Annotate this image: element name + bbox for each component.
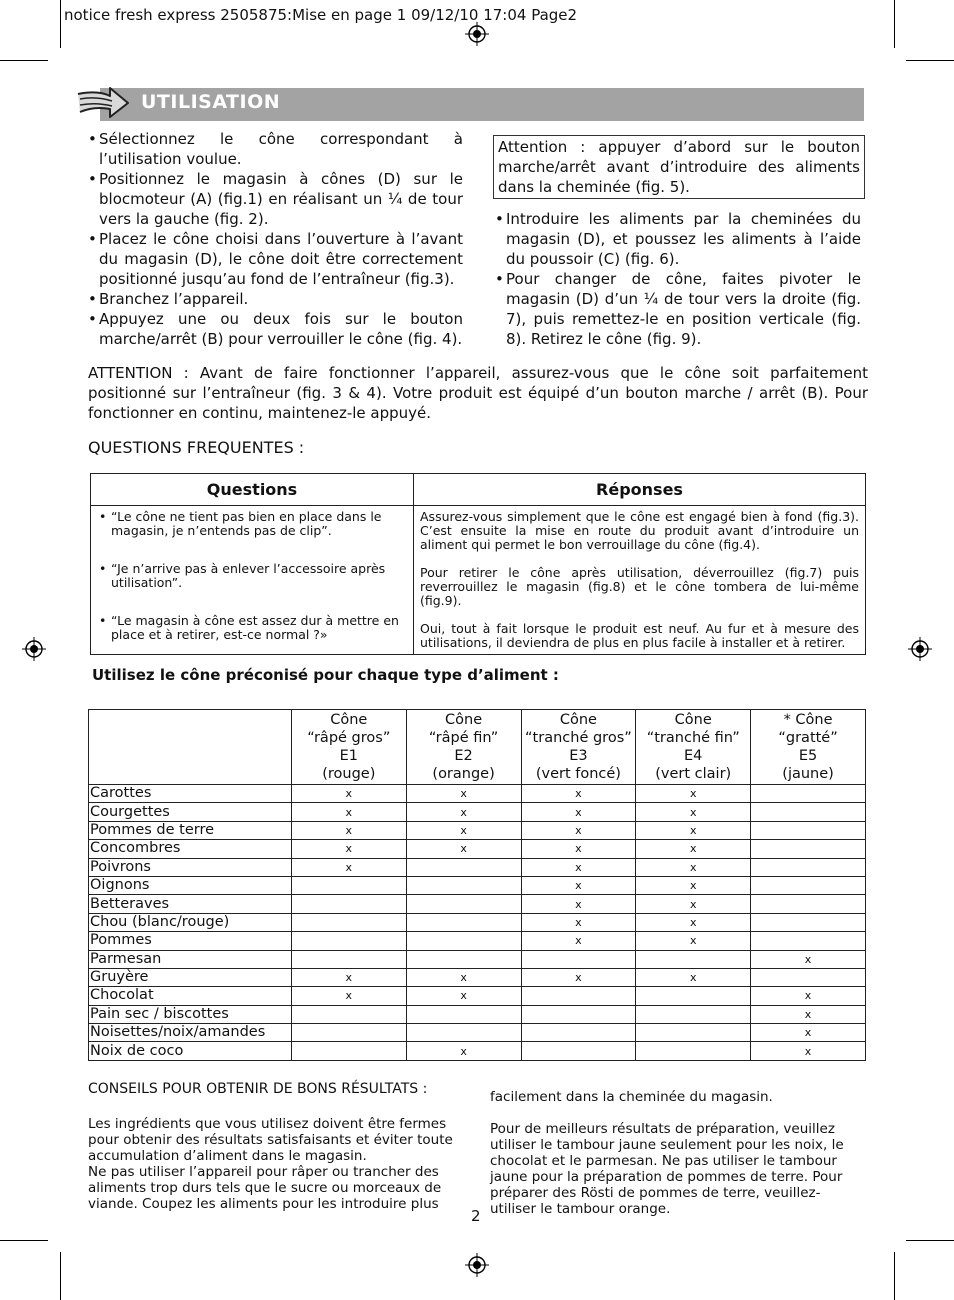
cone-mark-cell: x (521, 895, 636, 913)
cone-header-line: “râpé gros” (307, 730, 391, 746)
cone-header-line: (vert clair) (655, 766, 732, 782)
cone-mark-cell (406, 858, 521, 876)
arrow-icon (76, 84, 132, 122)
cone-header-line: “tranché fin” (646, 730, 740, 746)
cone-row (89, 821, 866, 839)
faq-answer: Oui, tout à fait lorsque le produit est neuf. Au fur et à mesure des utilisations, il deviendra de plus en plus facile à installer et à retirer. (420, 621, 859, 650)
cone-row (89, 950, 866, 968)
cone-header-line: E5 (798, 748, 818, 764)
cone-mark-cell: x (291, 858, 406, 876)
cone-mark-cell (406, 1005, 521, 1023)
conseils-paragraph: Pour de meilleurs résultats de préparation, veuillez utiliser le tambour jaune seulement pour les noix, le chocolat et le parmesan. Ne pas utiliser le tambour jaune pour la préparation de pommes de terre. Pour préparer des Rösti de pommes de terre, veuillez-utiliser le tambour orange. (490, 1121, 844, 1217)
cone-header-line: Cône (674, 712, 712, 728)
cone-mark-cell (521, 1042, 636, 1060)
food-name: Pain sec / biscottes (89, 1005, 292, 1023)
cone-header-line: “gratté” (778, 730, 838, 746)
conseils-paragraph: facilement dans la cheminée du magasin. (490, 1089, 773, 1105)
conseils-title: CONSEILS POUR OBTENIR DE BONS RÉSULTATS : (88, 1081, 428, 1097)
cone-mark-cell: x (406, 1042, 521, 1060)
food-name: Chocolat (89, 987, 292, 1005)
cone-header-line: E3 (569, 748, 588, 764)
cone-mark-cell (406, 895, 521, 913)
food-name: Noix de coco (89, 1042, 292, 1060)
cone-mark-cell: x (751, 950, 866, 968)
cone-header-line: Cône (559, 712, 597, 728)
cone-mark-cell: x (406, 840, 521, 858)
cone-mark-cell: x (521, 913, 636, 931)
registration-mark-icon (908, 637, 932, 661)
cone-mark-cell (291, 913, 406, 931)
crop-mark (60, 0, 61, 48)
cone-mark-cell: x (521, 803, 636, 821)
food-name: Poivrons (89, 858, 292, 876)
cone-mark-cell (751, 895, 866, 913)
cone-header-line: Cône (445, 712, 483, 728)
crop-mark (894, 1252, 895, 1300)
faq-table (90, 473, 866, 655)
cone-header-cell (521, 710, 636, 785)
cone-mark-cell (406, 932, 521, 950)
cone-mark-cell (406, 876, 521, 894)
cone-mark-cell: x (291, 987, 406, 1005)
cone-header-line: E2 (454, 748, 473, 764)
registration-mark-icon (22, 637, 46, 661)
cone-mark-cell: x (406, 968, 521, 986)
cone-header-line: (jaune) (782, 766, 834, 782)
food-name: Pommes de terre (89, 821, 292, 839)
cone-mark-cell (291, 1024, 406, 1042)
cone-mark-cell: x (291, 803, 406, 821)
cone-mark-cell (751, 785, 866, 803)
faq-questions-cell (91, 506, 414, 655)
cone-mark-cell: x (751, 1024, 866, 1042)
faq-header-row (91, 474, 866, 506)
cone-row (89, 968, 866, 986)
cone-mark-cell (291, 950, 406, 968)
cone-row (89, 858, 866, 876)
cone-mark-cell: x (521, 968, 636, 986)
cone-mark-cell: x (521, 858, 636, 876)
cone-header-line: * Cône (783, 712, 833, 728)
section-title: UTILISATION (141, 91, 281, 113)
cone-table-intro: Utilisez le cône préconisé pour chaque type d’aliment : (92, 666, 559, 684)
cone-mark-cell (636, 987, 751, 1005)
cone-header-cell (636, 710, 751, 785)
page-number: 2 (471, 1207, 481, 1225)
crop-mark (906, 1240, 954, 1241)
cone-mark-cell (751, 803, 866, 821)
cone-mark-cell: x (636, 876, 751, 894)
instruction-item: • Placez le cône choisi dans l’ouverture à l’avant du magasin (D), le cône doit être correctement positionné jusqu’au fond de l’entraîneur (fig.3). (88, 229, 463, 289)
cone-mark-cell (751, 932, 866, 950)
cone-mark-cell: x (521, 821, 636, 839)
cone-header-cell (751, 710, 866, 785)
cone-header-line: E1 (339, 748, 358, 764)
cone-mark-cell: x (636, 932, 751, 950)
cone-mark-cell (521, 1024, 636, 1042)
cone-mark-cell: x (636, 840, 751, 858)
cone-mark-cell: x (521, 876, 636, 894)
cone-mark-cell (751, 821, 866, 839)
food-name: Gruyère (89, 968, 292, 986)
cone-mark-cell: x (521, 785, 636, 803)
faq-title: QUESTIONS FREQUENTES : (88, 438, 305, 457)
food-name: Noisettes/noix/amandes (89, 1024, 292, 1042)
cone-row (89, 932, 866, 950)
registration-mark-icon (465, 1253, 489, 1277)
cone-row (89, 1024, 866, 1042)
cone-header-cell (406, 710, 521, 785)
food-name: Betteraves (89, 895, 292, 913)
cone-mark-cell (521, 1005, 636, 1023)
cone-mark-cell: x (521, 932, 636, 950)
cone-mark-cell: x (406, 785, 521, 803)
cone-row (89, 895, 866, 913)
conseils-right (490, 1089, 865, 1217)
instructions-right (495, 209, 861, 349)
cone-mark-cell (291, 1005, 406, 1023)
cone-mark-cell: x (521, 840, 636, 858)
crop-mark (60, 1252, 61, 1300)
cone-mark-cell (636, 1042, 751, 1060)
cone-header-cell (291, 710, 406, 785)
cone-mark-cell (751, 840, 866, 858)
faq-question: • “Je n’arrive pas à enlever l’accessoire après utilisation”. (97, 562, 407, 590)
food-name: Carottes (89, 785, 292, 803)
food-name: Chou (blanc/rouge) (89, 913, 292, 931)
cone-mark-cell: x (636, 895, 751, 913)
cone-mark-cell (751, 968, 866, 986)
attention-box: Attention : appuyer d’abord sur le bouton marche/arrêt avant d’introduire des aliments dans la cheminée (fig. 5). (493, 135, 865, 199)
cone-mark-cell: x (636, 858, 751, 876)
cone-mark-cell (521, 987, 636, 1005)
faq-question: • “Le magasin à cône est assez dur à mettre en place et à retirer, est-ce normal ?» (97, 614, 407, 642)
cone-mark-cell: x (636, 913, 751, 931)
cone-header-line: Cône (330, 712, 368, 728)
registration-mark-icon (465, 22, 489, 46)
cone-mark-cell (406, 1024, 521, 1042)
faq-question: • “Le cône ne tient pas bien en place dans le magasin, je n’entends pas de clip”. (97, 510, 407, 538)
instruction-item: • Introduire les aliments par la cheminées du magasin (D), et poussez les aliments à l’aide du poussoir (C) (fig. 6). (495, 209, 861, 269)
cone-row (89, 1005, 866, 1023)
cone-mark-cell: x (751, 1042, 866, 1060)
cone-mark-cell (291, 1042, 406, 1060)
cone-row (89, 785, 866, 803)
cone-header-line: (rouge) (322, 766, 376, 782)
cone-header-line: E4 (684, 748, 703, 764)
food-name: Oignons (89, 876, 292, 894)
cone-table (88, 709, 866, 1061)
cone-mark-cell (636, 1005, 751, 1023)
food-name: Pommes (89, 932, 292, 950)
instruction-item: • Pour changer de cône, faites pivoter le magasin (D) d’un ¼ de tour vers la droite (fig. 7), puis remettez-le en position verticale (fig. 8). Retirez le cône (fig. 9). (495, 269, 861, 349)
cone-mark-cell (406, 950, 521, 968)
faq-answers-cell (414, 506, 866, 655)
cone-mark-cell (751, 858, 866, 876)
cone-mark-cell: x (406, 803, 521, 821)
cone-row (89, 913, 866, 931)
cone-header-line: “râpé fin” (428, 730, 499, 746)
cone-row (89, 1042, 866, 1060)
cone-mark-cell: x (636, 821, 751, 839)
cone-mark-cell: x (406, 821, 521, 839)
faq-row (91, 506, 866, 655)
faq-answer: Assurez-vous simplement que le cône est engagé bien à fond (fig.3). C’est ensuite la mise en route du produit avant d’introduire un aliment qui permet le bon verrouillage du cône (fig.4). (420, 509, 859, 552)
crop-mark (906, 60, 954, 61)
instruction-item: • Branchez l’appareil. (88, 289, 463, 309)
cone-row (89, 803, 866, 821)
conseils-paragraph: Les ingrédients que vous utilisez doivent être fermes pour obtenir des résultats satisfaisants et éviter toute accumulation d’aliment dans le magasin. (88, 1116, 453, 1164)
cone-mark-cell (291, 932, 406, 950)
cone-header-line: (orange) (432, 766, 495, 782)
cone-mark-cell (636, 950, 751, 968)
faq-header-questions: Questions (91, 474, 414, 506)
cone-mark-cell: x (291, 968, 406, 986)
cone-row (89, 840, 866, 858)
cone-table-body (89, 785, 866, 1061)
cone-mark-cell (291, 895, 406, 913)
faq-answer: Pour retirer le cône après utilisation, déverrouillez (fig.7) puis reverrouillez le magasin (fig.8) et le cône tombera de lui-même (fig.9). (420, 565, 859, 608)
cone-row (89, 876, 866, 894)
conseils-left (88, 1116, 463, 1212)
cone-mark-cell: x (636, 968, 751, 986)
cone-header-row (89, 710, 866, 785)
conseils-paragraph: Ne pas utiliser l’appareil pour râper ou trancher des aliments trop durs tels que le sucre ou morceaux de viande. Coupez les aliments pour les introduire plus (88, 1164, 442, 1212)
cone-mark-cell (636, 1024, 751, 1042)
cone-mark-cell: x (291, 785, 406, 803)
instruction-item: • Appuyez une ou deux fois sur le bouton marche/arrêt (B) pour verrouiller le cône (fig. 4). (88, 309, 463, 349)
cone-mark-cell: x (751, 987, 866, 1005)
cone-mark-cell: x (636, 803, 751, 821)
food-name: Parmesan (89, 950, 292, 968)
crop-mark (894, 0, 895, 48)
cone-header-line: (vert foncé) (535, 766, 621, 782)
instruction-item: • Positionnez le magasin à cônes (D) sur le blocmoteur (A) (fig.1) en réalisant un ¼ de tour vers la gauche (fig. 2). (88, 169, 463, 229)
cone-mark-cell: x (291, 821, 406, 839)
cone-mark-cell: x (291, 840, 406, 858)
cone-mark-cell (291, 876, 406, 894)
food-name: Concombres (89, 840, 292, 858)
cone-mark-cell: x (406, 987, 521, 1005)
warning-text: ATTENTION : Avant de faire fonctionner l’appareil, assurez-vous que le cône soit parfaitement positionné sur l’entraîneur (fig. 3 & 4). Votre produit est équipé d’un bouton marche / arrêt (B). Pour fonctionner en continu, maintenez-le appuyé. (88, 364, 868, 422)
crop-mark (0, 60, 48, 61)
cone-row (89, 987, 866, 1005)
cone-mark-cell: x (636, 785, 751, 803)
cone-mark-cell (406, 913, 521, 931)
instructions-left (88, 129, 463, 349)
faq-header-answers: Réponses (414, 474, 866, 506)
instruction-item: • Sélectionnez le cône correspondant à l’utilisation voulue. (88, 129, 463, 169)
cone-mark-cell (751, 876, 866, 894)
cone-mark-cell (751, 913, 866, 931)
food-name: Courgettes (89, 803, 292, 821)
cone-header-line: “tranché gros” (525, 730, 632, 746)
cone-mark-cell (521, 950, 636, 968)
empty-header-cell (89, 710, 292, 785)
cone-mark-cell: x (751, 1005, 866, 1023)
print-header: notice fresh express 2505875:Mise en page 1 09/12/10 17:04 Page2 (64, 6, 578, 24)
crop-mark (0, 1240, 48, 1241)
